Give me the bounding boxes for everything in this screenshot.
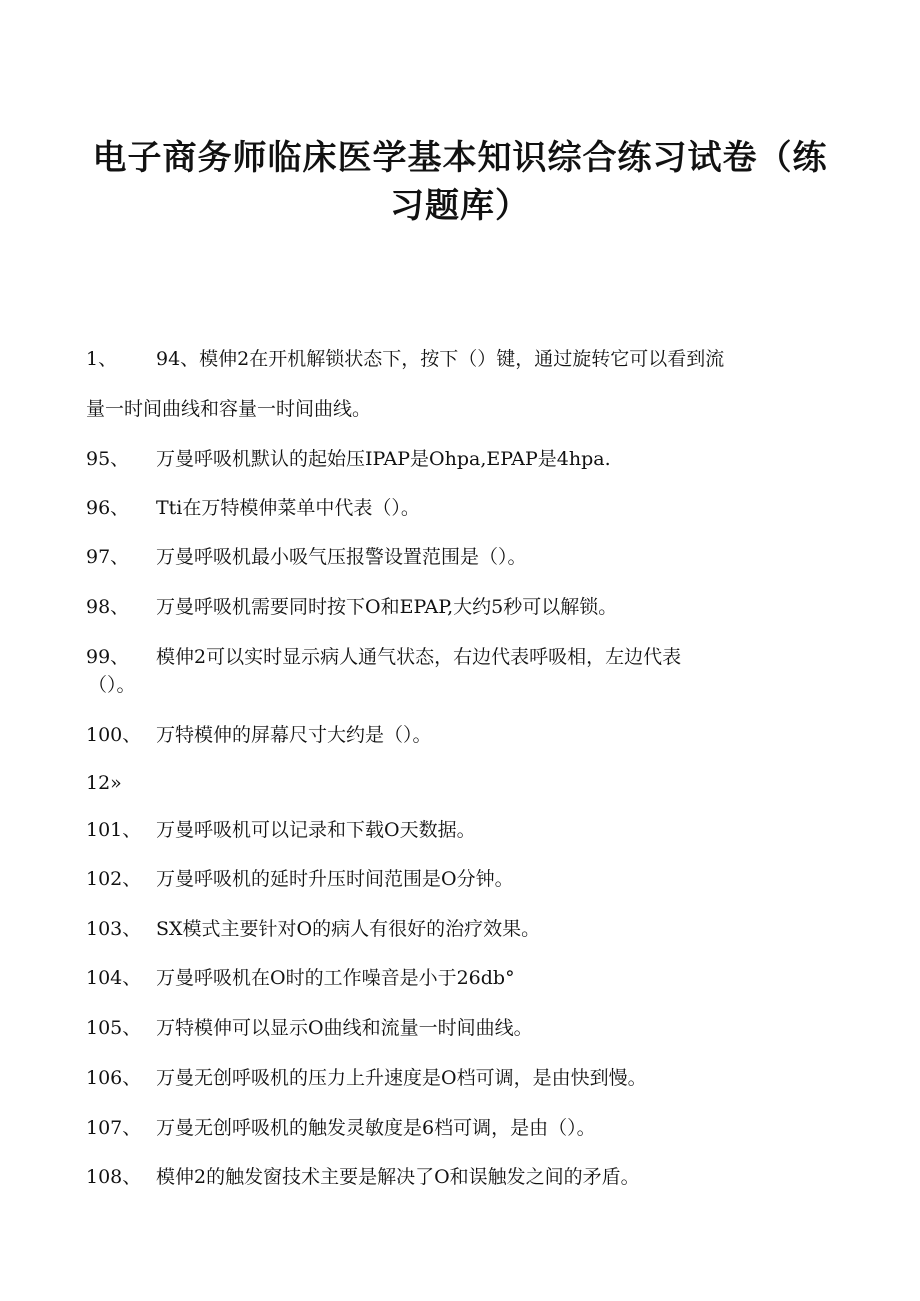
question-text: 万曼呼吸机需要同时按下O和EPAP,大约5秒可以解锁。: [156, 596, 618, 618]
question-text: 万曼呼吸机最小吸气压报警设置范围是（）。: [156, 546, 527, 568]
question-number: 108、: [86, 1166, 142, 1188]
question-number: 1、: [86, 348, 118, 370]
question-number: 95、: [86, 448, 130, 470]
question-text: Tti在万特模伸菜单中代表（）。: [156, 497, 420, 519]
question-item: [86, 595, 617, 619]
question-item: [86, 966, 515, 990]
question-item: [86, 1165, 640, 1189]
question-item: [86, 723, 432, 747]
question-number: 106、: [86, 1067, 142, 1089]
question-text: 模伸2的触发窗技术主要是解决了O和误触发之间的矛盾。: [156, 1166, 640, 1188]
question-number: 107、: [86, 1117, 142, 1139]
question-item: [86, 867, 514, 891]
question-number: 104、: [86, 967, 142, 989]
question-number: 102、: [86, 868, 142, 890]
question-text: 万曼无创呼吸机的触发灵敏度是6档可调，是由（）。: [156, 1117, 596, 1139]
question-text: 万曼呼吸机可以记录和下载O天数据。: [156, 819, 476, 841]
question-number: 105、: [86, 1017, 142, 1039]
question-number: 101、: [86, 819, 142, 841]
question-item: [86, 496, 420, 520]
question-number: 97、: [86, 546, 130, 568]
question-item: [86, 545, 527, 569]
question-text-continued: 量一时间曲线和容量一时间曲线。: [86, 398, 372, 420]
document-title-line-2: 习题库）: [390, 186, 530, 226]
question-text: SX模式主要针对O的病人有很好的治疗效果。: [156, 918, 541, 940]
document-title-line-1: 电子商务师临床医学基本知识综合练习试卷（练: [92, 138, 828, 178]
question-number: 98、: [86, 596, 130, 618]
question-item: [86, 1066, 647, 1090]
question-text: 万特模伸的屏幕尺寸大约是（）。: [156, 724, 432, 746]
question-text-continued: （）。: [88, 674, 136, 696]
question-text: 模伸2可以实时显示病人通气状态，右边代表呼吸相，左边代表: [156, 646, 682, 668]
question-item: [86, 447, 611, 471]
question-text: 万曼呼吸机的延时升压时间范围是O分钟。: [156, 868, 514, 890]
question-number: 103、: [86, 918, 142, 940]
question-text: 万曼呼吸机在O时的工作噪音是小于26db°: [156, 967, 515, 989]
question-number: 100、: [86, 724, 142, 746]
question-item: [86, 1116, 596, 1140]
question-number: 12»: [86, 772, 122, 794]
question-item: [86, 818, 476, 842]
question-text: 万特模伸可以显示O曲线和流量一时间曲线。: [156, 1017, 533, 1039]
question-text: 万曼无创呼吸机的压力上升速度是O档可调，是由快到慢。: [156, 1067, 647, 1089]
question-item: [86, 917, 540, 941]
question-text: 94、模伸2在开机解锁状态下，按下（）键，通过旋转它可以看到流: [156, 348, 725, 370]
question-text: 万曼呼吸机默认的起始压IPAP是Ohpa,EPAP是4hpa.: [156, 448, 611, 470]
question-item: [86, 347, 724, 371]
question-item: [86, 771, 122, 795]
question-item: [86, 645, 681, 669]
question-number: 96、: [86, 497, 130, 519]
question-number: 99、: [86, 646, 130, 668]
question-item: [86, 1016, 533, 1040]
